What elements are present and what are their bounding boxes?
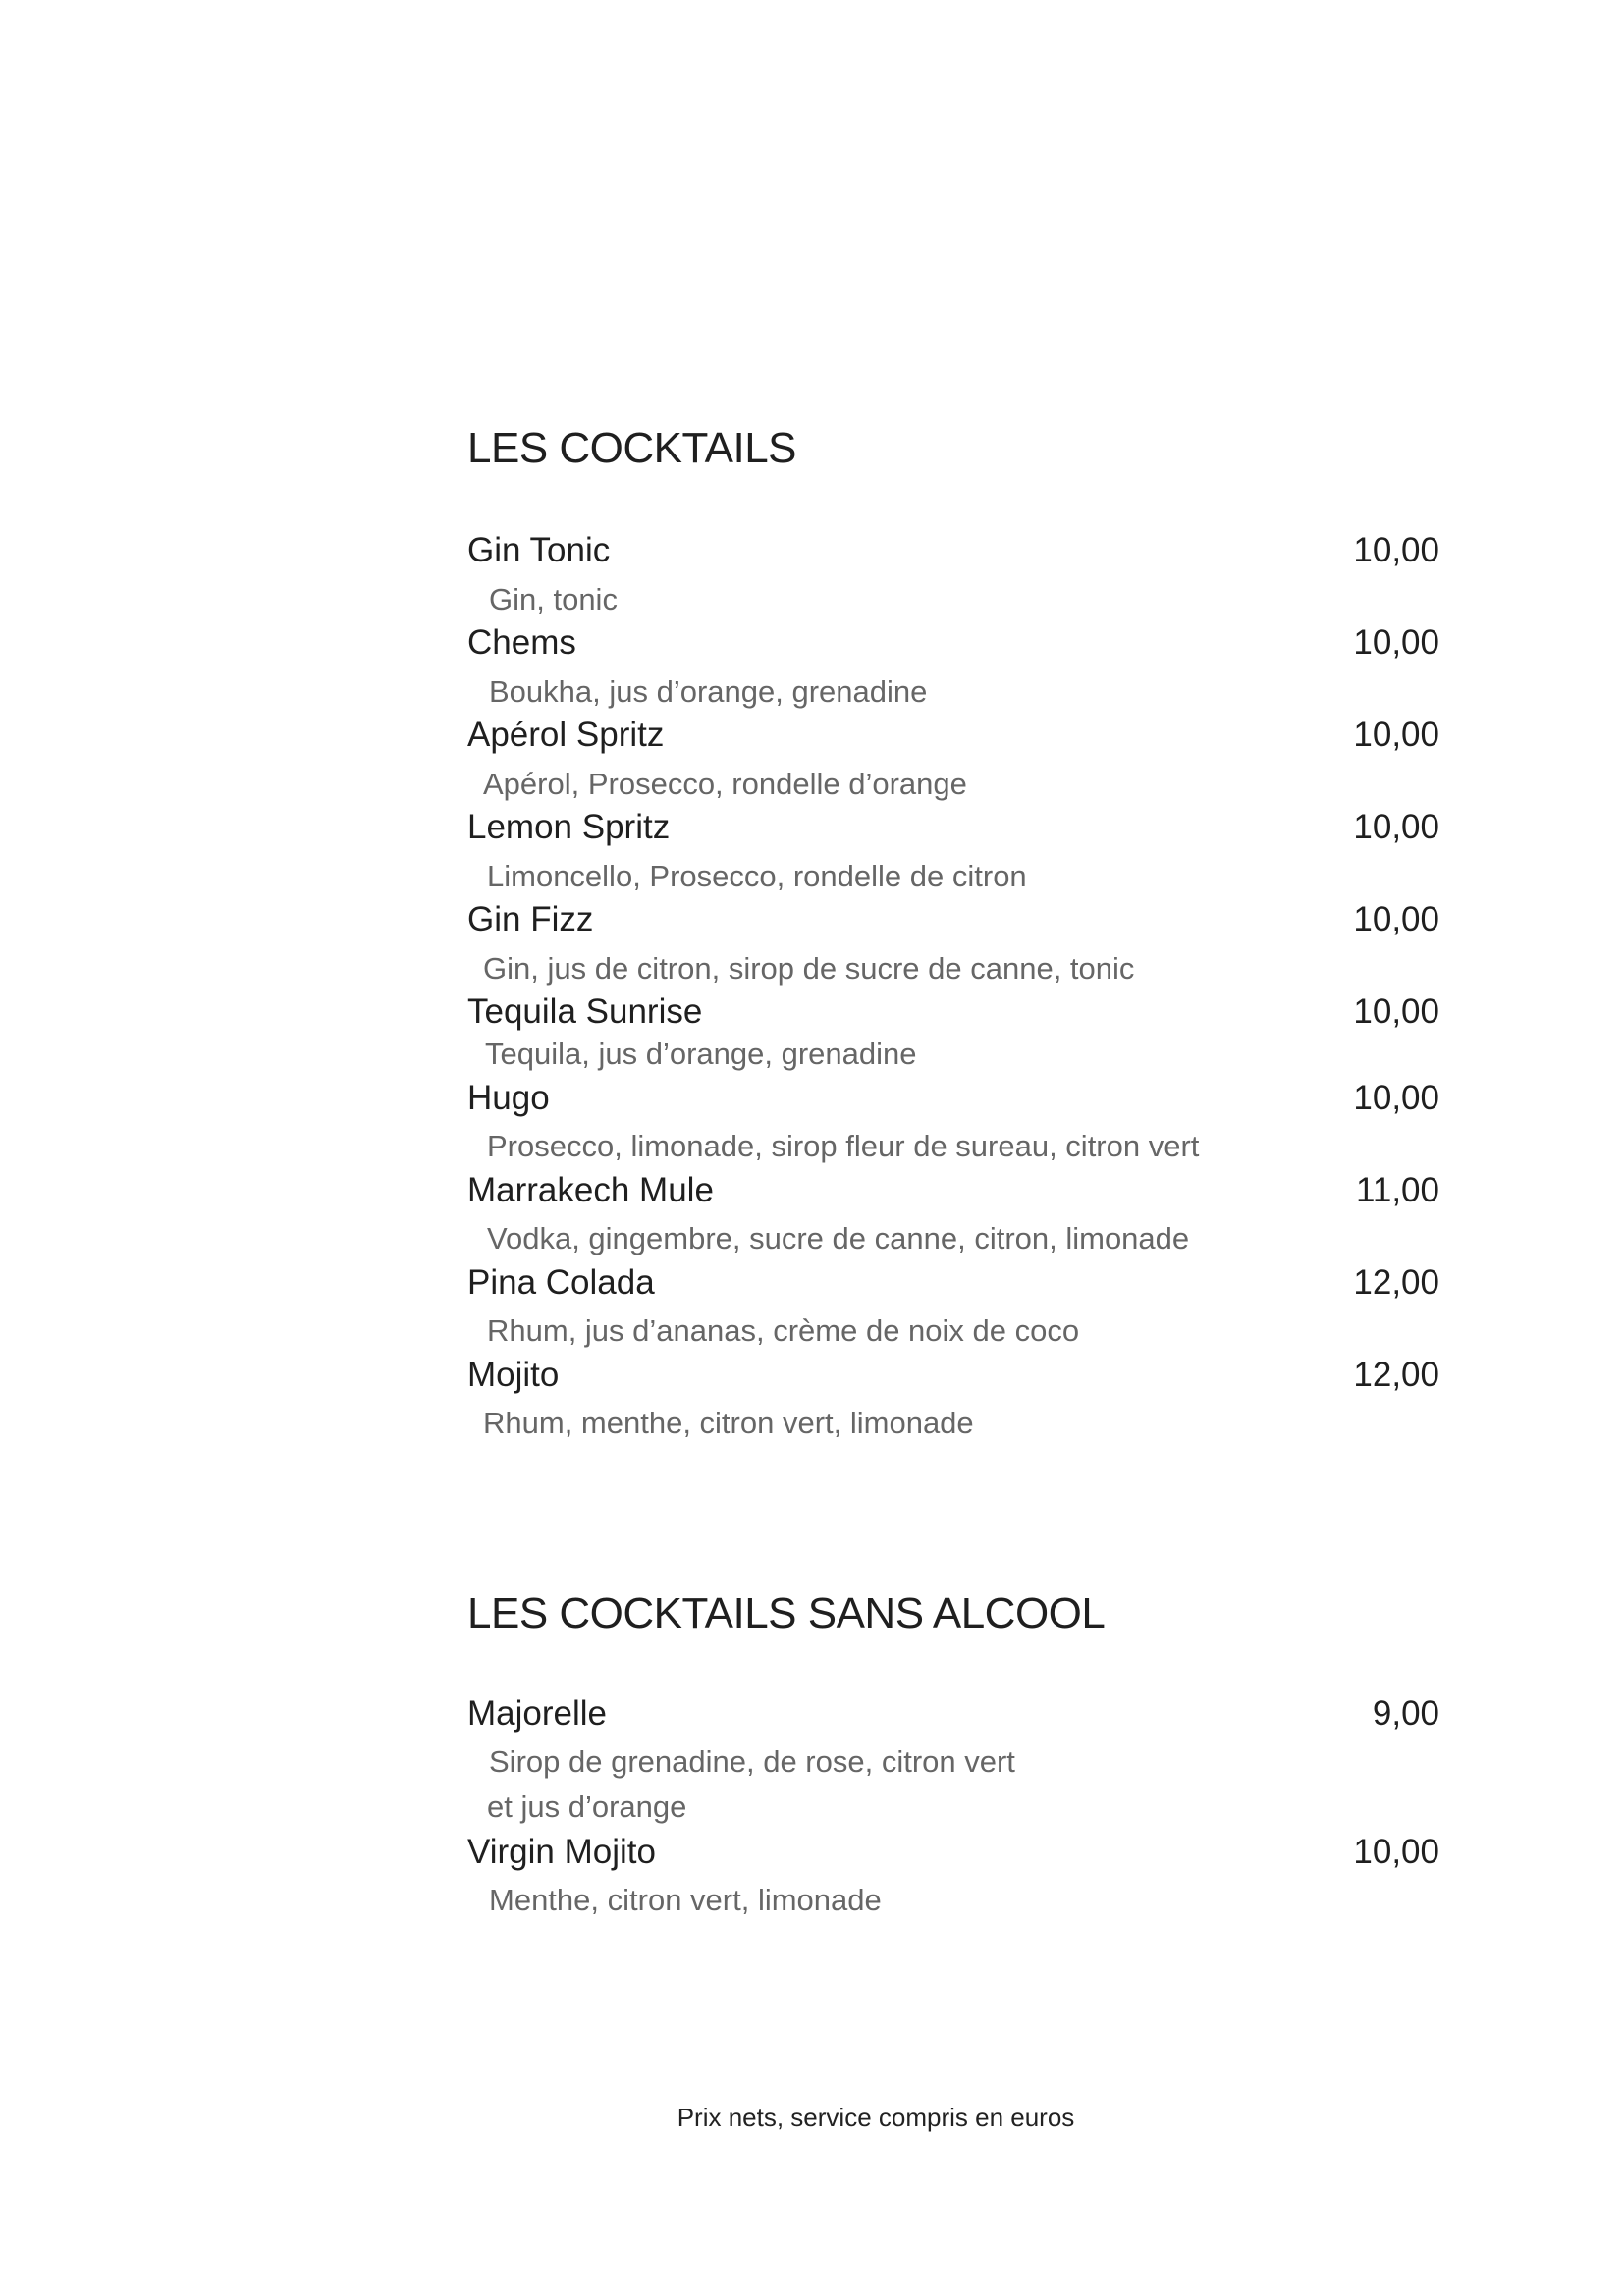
item-price: 10,00 (1353, 1079, 1439, 1117)
item-price: 10,00 (1353, 992, 1439, 1031)
item-name: Gin Tonic (467, 531, 611, 569)
item-name: Tequila Sunrise (467, 992, 703, 1031)
item-description: Vodka, gingembre, sucre de canne, citron, limonade (487, 1221, 1190, 1255)
item-name: Majorelle (467, 1694, 607, 1733)
item-description: Gin, jus de citron, sirop de sucre de canne, tonic (483, 951, 1135, 986)
item-description: Sirop de grenadine, de rose, citron vert (489, 1744, 1015, 1779)
item-description: Limoncello, Prosecco, rondelle de citron (487, 859, 1027, 893)
section-title-cocktails-sans-alcool: LES COCKTAILS SANS ALCOOL (467, 1589, 1106, 1637)
item-price: 10,00 (1353, 623, 1439, 662)
item-price: 12,00 (1353, 1263, 1439, 1302)
section-title-cocktails: LES COCKTAILS (467, 424, 797, 472)
item-description: et jus d’orange (487, 1789, 687, 1824)
item-price: 10,00 (1353, 808, 1439, 846)
item-price: 11,00 (1356, 1171, 1439, 1209)
item-description: Boukha, jus d’orange, grenadine (489, 674, 928, 709)
footer-note: Prix nets, service compris en euros (677, 2103, 1075, 2132)
item-name: Gin Fizz (467, 900, 594, 938)
item-name: Lemon Spritz (467, 808, 671, 846)
item-price: 10,00 (1353, 531, 1439, 569)
item-name: Hugo (467, 1079, 550, 1117)
item-price: 12,00 (1353, 1356, 1439, 1394)
item-name: Pina Colada (467, 1263, 655, 1302)
item-price: 10,00 (1353, 900, 1439, 938)
item-description: Menthe, citron vert, limonade (489, 1883, 882, 1917)
item-name: Mojito (467, 1356, 560, 1394)
item-price: 9,00 (1372, 1694, 1439, 1733)
item-name: Chems (467, 623, 576, 662)
item-description: Gin, tonic (489, 582, 618, 616)
item-description: Rhum, menthe, citron vert, limonade (483, 1406, 974, 1440)
item-name: Marrakech Mule (467, 1171, 714, 1209)
item-price: 10,00 (1353, 1833, 1439, 1871)
item-name: Virgin Mojito (467, 1833, 656, 1871)
item-description: Prosecco, limonade, sirop fleur de sureau, citron vert (487, 1129, 1200, 1163)
item-description: Tequila, jus d’orange, grenadine (485, 1037, 917, 1071)
item-price: 10,00 (1353, 716, 1439, 754)
item-name: Apérol Spritz (467, 716, 665, 754)
item-description: Apérol, Prosecco, rondelle d’orange (483, 767, 967, 801)
item-description: Rhum, jus d’ananas, crème de noix de coco (487, 1313, 1080, 1348)
